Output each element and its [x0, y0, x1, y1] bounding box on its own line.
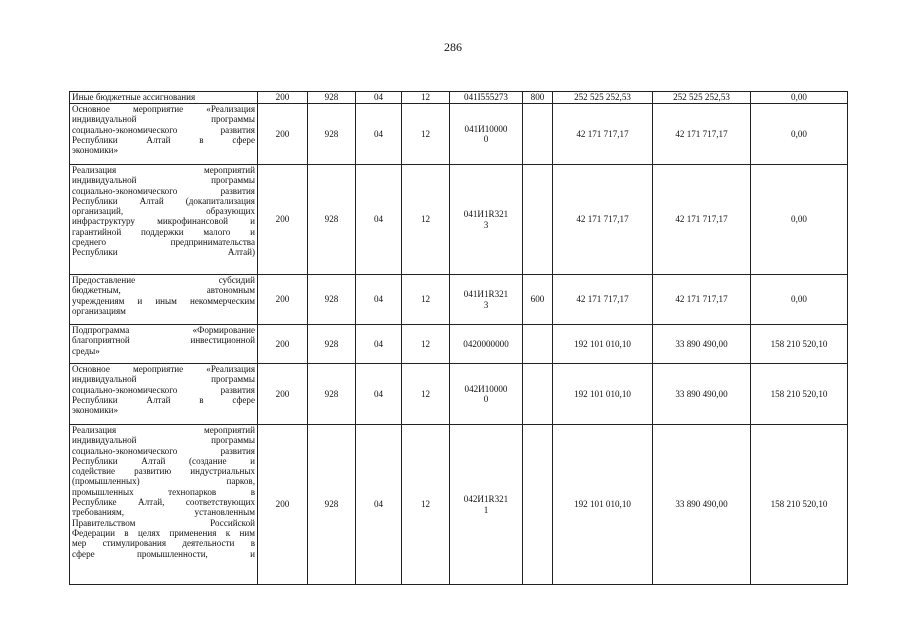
cell-vr: 600	[523, 275, 553, 325]
cell-d: 12	[402, 104, 450, 165]
cell-d: 12	[402, 165, 450, 275]
cell-vr	[523, 104, 553, 165]
cell-csr: 042И1R321 1	[450, 425, 523, 585]
cell-sum-1: 192 101 010,10	[553, 325, 653, 364]
cell-sum-2: 33 890 490,00	[653, 364, 751, 425]
cell-d: 12	[402, 275, 450, 325]
row-name: Подпрограмма «Формирование благоприятной инвестиционной среды»	[70, 325, 258, 364]
cell-b: 928	[308, 275, 356, 325]
cell-a: 200	[258, 104, 308, 165]
cell-sum-1: 42 171 717,17	[553, 165, 653, 275]
table-row	[70, 92, 848, 104]
cell-b: 928	[308, 325, 356, 364]
cell-sum-2: 33 890 490,00	[653, 425, 751, 585]
cell-sum-3: 0,00	[751, 165, 848, 275]
cell-d: 12	[402, 364, 450, 425]
cell-sum-3: 0,00	[751, 104, 848, 165]
cell-b: 928	[308, 104, 356, 165]
cell-sum-3: 0,00	[751, 275, 848, 325]
table-row	[70, 325, 848, 364]
cell-sum-2: 252 525 252,53	[653, 92, 751, 104]
cell-d: 12	[402, 325, 450, 364]
cell-sum-3: 0,00	[751, 92, 848, 104]
cell-vr	[523, 425, 553, 585]
cell-c: 04	[356, 325, 402, 364]
cell-b: 928	[308, 425, 356, 585]
cell-sum-2: 42 171 717,17	[653, 275, 751, 325]
cell-sum-1: 192 101 010,10	[553, 425, 653, 585]
cell-vr	[523, 325, 553, 364]
cell-sum-2: 42 171 717,17	[653, 165, 751, 275]
cell-d: 12	[402, 92, 450, 104]
cell-d: 12	[402, 425, 450, 585]
cell-b: 928	[308, 92, 356, 104]
cell-csr: 041И1R321 3	[450, 275, 523, 325]
cell-a: 200	[258, 275, 308, 325]
cell-csr: 041I555273	[450, 92, 523, 104]
cell-b: 928	[308, 364, 356, 425]
cell-sum-2: 33 890 490,00	[653, 325, 751, 364]
row-name: Основное мероприятие «Реализация индивидуальной программы социально-экономического развития Республики Алтай в сфере экономики»	[70, 364, 258, 425]
cell-sum-1: 42 171 717,17	[553, 275, 653, 325]
cell-c: 04	[356, 275, 402, 325]
cell-csr: 042И10000 0	[450, 364, 523, 425]
cell-c: 04	[356, 104, 402, 165]
cell-c: 04	[356, 425, 402, 585]
page-number: 286	[444, 40, 462, 54]
row-name: Основное мероприятие «Реализация индивидуальной программы социально-экономического развития Республики Алтай в сфере экономики»	[70, 104, 258, 165]
cell-a: 200	[258, 364, 308, 425]
cell-sum-1: 42 171 717,17	[553, 104, 653, 165]
budget-table	[69, 91, 848, 585]
table-row	[70, 425, 848, 585]
table-row	[70, 364, 848, 425]
cell-vr	[523, 165, 553, 275]
cell-c: 04	[356, 165, 402, 275]
row-name: Реализация мероприятий индивидуальной программы социально-экономического развития Республики Алтай (докапитализация организаций, образующих инфраструктуру микрофинансовой и гарантийной поддержки малого и среднего предпринимательства Республики Алтай)	[70, 165, 258, 275]
cell-sum-1: 192 101 010,10	[553, 364, 653, 425]
cell-sum-2: 42 171 717,17	[653, 104, 751, 165]
table-body	[70, 92, 848, 585]
cell-c: 04	[356, 364, 402, 425]
cell-sum-3: 158 210 520,10	[751, 364, 848, 425]
cell-a: 200	[258, 92, 308, 104]
row-name: Предоставление субсидий бюджетным, автономным учреждениям и иным некоммерческим организациям	[70, 275, 258, 325]
cell-c: 04	[356, 92, 402, 104]
cell-b: 928	[308, 165, 356, 275]
row-name: Реализация мероприятий индивидуальной программы социально-экономического развития Республики Алтай (создание и содействие развитию индустриальных (промышленных) парков, промышленных технопарков в Республике Алтай, соответствующих требованиям, установленным Правительством Российской Федерации в целях применения к ним мер стимулирования деятельности в сфере промышленности, и	[70, 425, 258, 585]
cell-sum-3: 158 210 520,10	[751, 325, 848, 364]
cell-a: 200	[258, 425, 308, 585]
table-row	[70, 275, 848, 325]
cell-csr: 041И10000 0	[450, 104, 523, 165]
cell-a: 200	[258, 325, 308, 364]
cell-csr: 0420000000	[450, 325, 523, 364]
cell-sum-3: 158 210 520,10	[751, 425, 848, 585]
cell-vr: 800	[523, 92, 553, 104]
table-row	[70, 104, 848, 165]
cell-vr	[523, 364, 553, 425]
cell-csr: 041И1R321 3	[450, 165, 523, 275]
cell-a: 200	[258, 165, 308, 275]
row-name: Иные бюджетные ассигнования	[70, 92, 258, 104]
table-row	[70, 165, 848, 275]
cell-sum-1: 252 525 252,53	[553, 92, 653, 104]
